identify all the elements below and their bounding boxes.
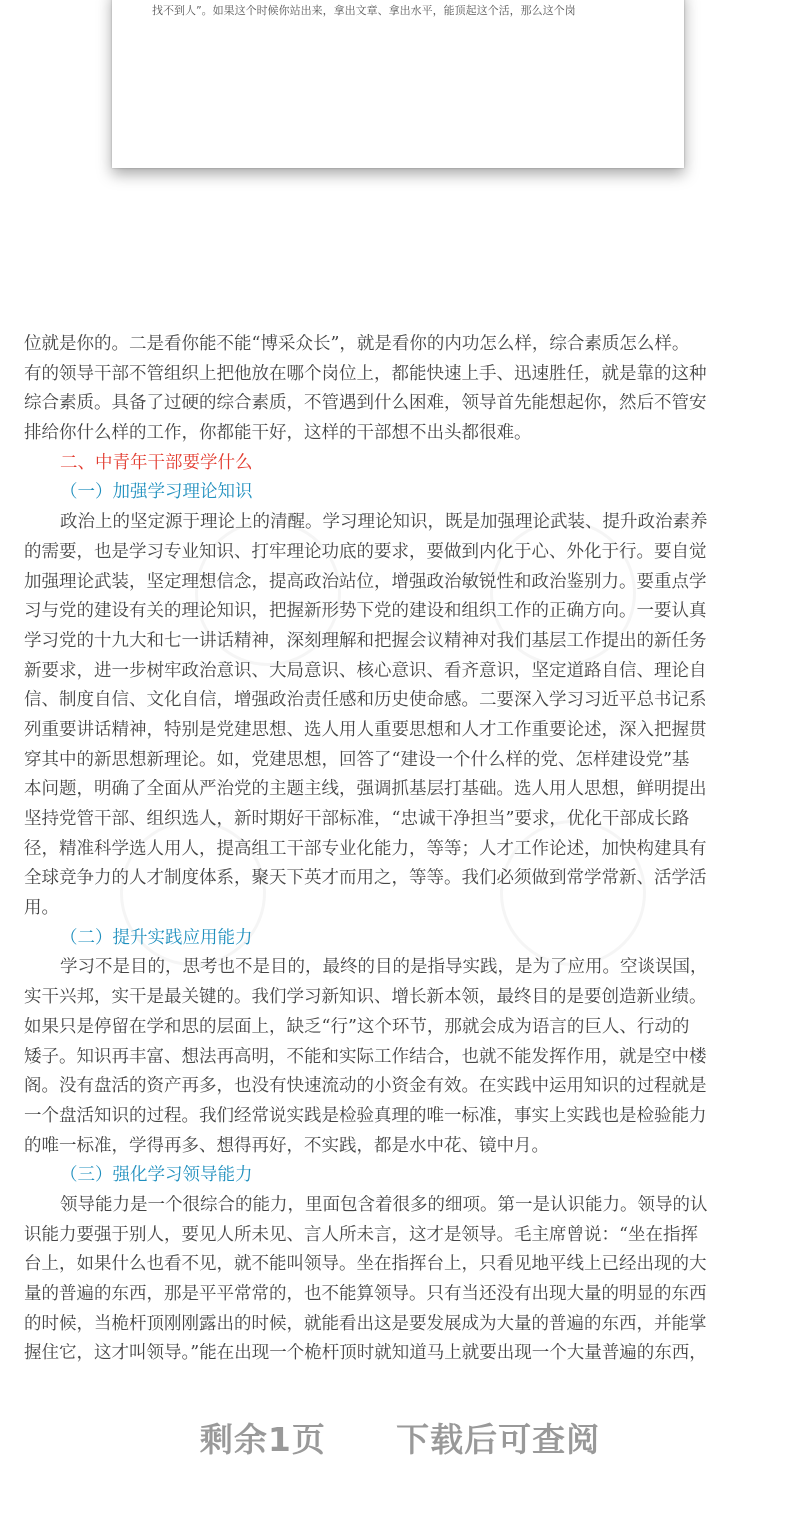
remaining-pages-label: 剩余1页 xyxy=(199,1420,326,1459)
preview-text xyxy=(152,0,652,20)
paragraph-line: 坚持党管干部、组织选人，新时期好干部标准，“忠诚干净担当”要求，优化干部成长路 xyxy=(24,809,690,829)
paragraph-line: 台上，如果什么也看不见，就不能叫领导。坐在指挥台上，只看见地平线上已经出现的大 xyxy=(24,1254,707,1275)
download-prompt[interactable] xyxy=(0,1414,800,1474)
paragraph-line: 穿其中的新思想新理论。如，党建思想，回答了“建设一个什么样的党、怎样建设党”基 xyxy=(24,749,690,770)
preview-line: 找不到人”。如果这个时候你站出来，拿出文章、拿出水平，能顶起这个活，那么这个岗 xyxy=(152,4,576,17)
paragraph-line: 学习党的十九大和七一讲话精神，深刻理解和把握会议精神对我们基层工作提出的新任务 xyxy=(24,630,707,651)
paragraph-line: 本问题，明确了全面从严治党的主题主线，强调抓基层打基础。选人用人思想，鲜明提出 xyxy=(24,779,707,800)
subsection-heading: （一）加强学习理论知识 xyxy=(60,482,253,503)
paragraph-line: 新要求，进一步树牢政治意识、大局意识、核心意识、看齐意识，坚定道路自信、理论自 xyxy=(24,660,707,681)
paragraph-line: 有的领导干部不管组织上把他放在哪个岗位上，都能快速上手、迅速胜任，就是靠的这种 xyxy=(24,363,707,384)
paragraph-line: 握住它，这才叫领导。”能在出现一个桅杆顶时就知道马上就要出现一个大量普遍的东西， xyxy=(24,1343,707,1364)
paragraph-line: 政治上的坚定源于理论上的清醒。学习理论知识，既是加强理论武装、提升政治素养 xyxy=(60,512,708,533)
paragraph-line: 的唯一标准，学得再多、想得再好，不实践，都是水中花、镜中月。 xyxy=(24,1135,549,1156)
paragraph-line: 排给你什么样的工作，你都能干好，这样的干部想不出头都很难。 xyxy=(24,423,532,444)
paragraph-line: 用。 xyxy=(24,898,59,919)
paragraph-line: 的需要，也是学习专业知识、打牢理论功底的要求，要做到内化于心、外化于行。要自觉 xyxy=(24,541,707,562)
paragraph-line: 领导能力是一个很综合的能力，里面包含着很多的细项。第一是认识能力。领导的认 xyxy=(60,1194,708,1215)
paragraph-line: 加强理论武装，坚定理想信念，提高政治站位，增强政治敏锐性和政治鉴别力。要重点学 xyxy=(24,571,707,592)
paragraph-line: 全球竞争力的人才制度体系，聚天下英才而用之，等等。我们必须做到常学常新、活学活 xyxy=(24,868,707,889)
paragraph-line: 信、制度自信、文化自信，增强政治责任感和历史使命感。二要深入学习习近平总书记系 xyxy=(24,690,707,711)
paragraph-line: 量的普遍的东西，那是平平常常的，也不能算领导。只有当还没有出现大量的明显的东西 xyxy=(24,1284,707,1304)
paragraph-line: 阁。没有盘活的资产再多，也没有快速流动的小资金有效。在实践中运用知识的过程就是 xyxy=(24,1076,707,1097)
paragraph-line: 的时候，当桅杆顶刚刚露出的时候，就能看出这是要发展成为大量的普遍的东西，并能掌 xyxy=(24,1313,707,1334)
paragraph-line: 一个盘活知识的过程。我们经常说实践是检验真理的唯一标准，事实上实践也是检验能力 xyxy=(24,1105,707,1126)
subsection-heading: （二）提升实践应用能力 xyxy=(60,927,253,948)
paragraph-line: 如果只是停留在学和思的层面上，缺乏“行”这个环节，那就会成为语言的巨人、行动的 xyxy=(24,1016,690,1037)
preview-page-thumbnail xyxy=(112,0,684,168)
document-body xyxy=(24,330,780,1369)
subsection-heading: （三）强化学习领导能力 xyxy=(60,1165,253,1186)
download-to-view-label[interactable]: 下载后可查阅 xyxy=(396,1420,601,1459)
paragraph-line: 实干兴邦，实干是最关键的。我们学习新知识、增长新本领，最终目的是要创造新业绩。 xyxy=(24,987,707,1008)
paragraph-line: 列重要讲话精神，特别是党建思想、选人用人重要思想和人才工作重要论述，深入把握贯 xyxy=(24,719,707,740)
paragraph-line: 位就是你的。二是看你能不能“博采众长”，就是看你的内功怎么样，综合素质怎么样。 xyxy=(24,334,690,354)
section-heading: 二、中青年干部要学什么 xyxy=(60,452,253,473)
paragraph-line: 习与党的建设有关的理论知识，把握新形势下党的建设和组织工作的正确方向。一要认真 xyxy=(24,601,707,622)
paragraph-line: 学习不是目的，思考也不是目的，最终的目的是指导实践，是为了应用。空谈误国， xyxy=(60,957,708,978)
paragraph-line: 识能力要强于别人，要见人所未见、言人所未言，这才是领导。毛主席曾说：“坐在指挥 xyxy=(24,1224,698,1245)
paragraph-line: 径，精准科学选人用人，提高组工干部专业化能力，等等；人才工作论述，加快构建具有 xyxy=(24,838,707,859)
paragraph-line: 矮子。知识再丰富、想法再高明，不能和实际工作结合，也就不能发挥作用，就是空中楼 xyxy=(24,1046,707,1067)
paragraph-line: 综合素质。具备了过硬的综合素质，不管遇到什么困难，领导首先能想起你，然后不管安 xyxy=(24,393,707,414)
